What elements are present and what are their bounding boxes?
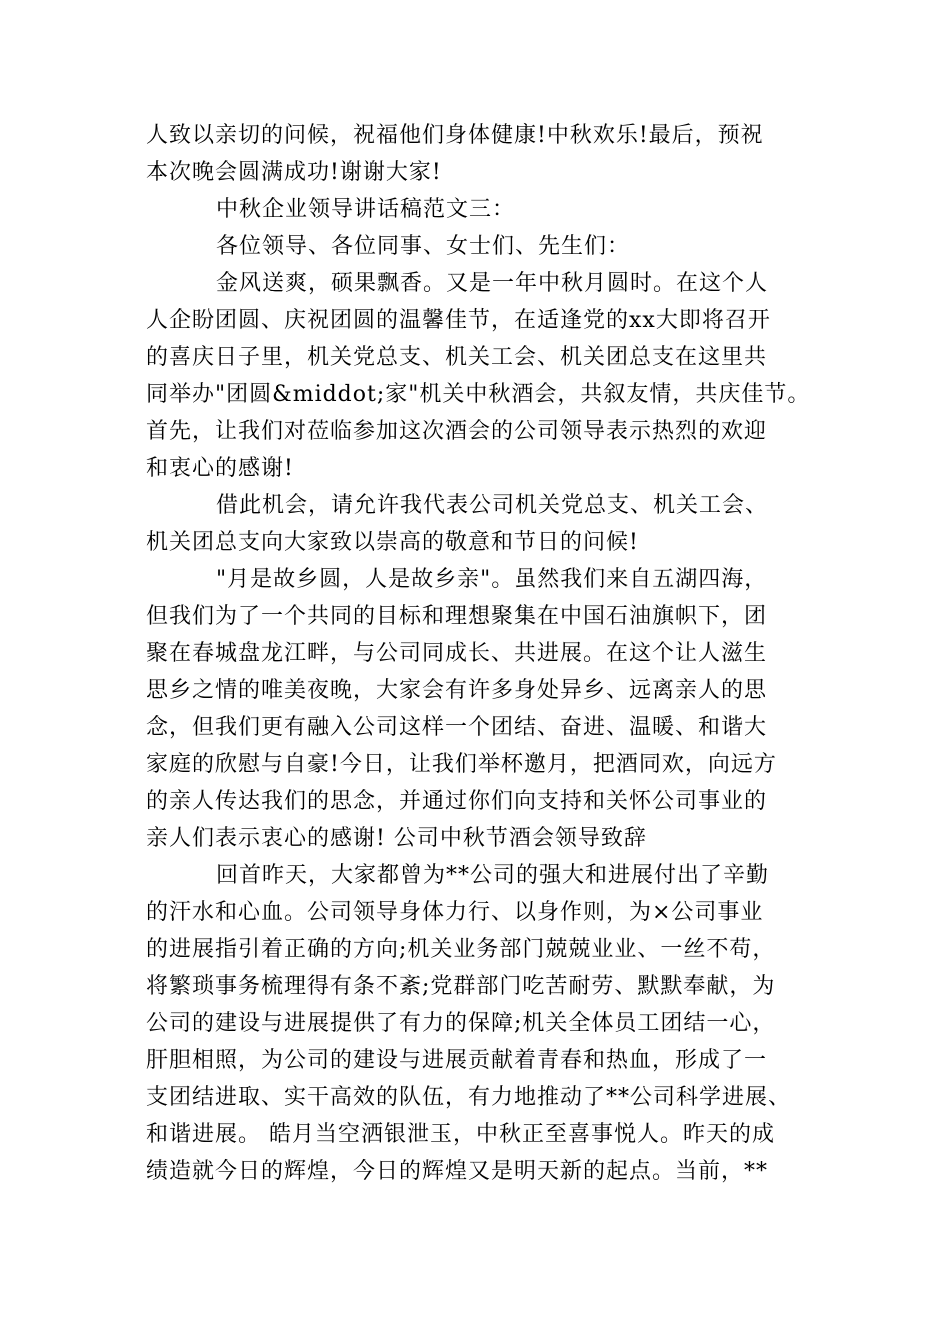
text-line: 公司的建设与进展提供了有力的保障;机关全体员工团结一心， <box>146 1011 776 1036</box>
text-line: 和衷心的感谢! <box>146 456 294 481</box>
text-line: 的亲人传达我们的思念，并通过你们向支持和关怀公司事业的 <box>146 789 768 814</box>
text-line: 支团结进取、实干高效的队伍，有力地推动了**公司科学进展、 <box>146 1085 792 1110</box>
text-line: 本次晚会圆满成功!谢谢大家! <box>146 160 442 185</box>
text-line: 回首昨天，大家都曾为**公司的强大和进展付出了辛勤 <box>216 863 770 888</box>
text-line: 借此机会，请允许我代表公司机关党总支、机关工会、 <box>216 493 769 518</box>
text-line: 思乡之情的唯美夜晚，大家会有许多身处异乡、远离亲人的思 <box>146 678 768 703</box>
salutation: 各位领导、各位同事、女士们、先生们： <box>216 234 631 259</box>
text-line: 亲人们表示衷心的感谢! 公司中秋节酒会领导致辞 <box>146 826 647 851</box>
text-line: "月是故乡圆，人是故乡亲"。虽然我们来自五湖四海， <box>216 567 768 592</box>
text-line: 肝胆相照，为公司的建设与进展贡献着青春和热血，形成了一 <box>146 1048 768 1073</box>
text-line: 人企盼团圆、庆祝团圆的温馨佳节，在适逢党的xx大即将召开 <box>146 308 771 333</box>
text-line: 聚在春城盘龙江畔，与公司同成长、共进展。在这个让人滋生 <box>146 641 768 666</box>
text-line: 的进展指引着正确的方向;机关业务部门兢兢业业、一丝不苟， <box>146 937 776 962</box>
text-line: 机关团总支向大家致以崇高的敬意和节日的问候! <box>146 530 639 555</box>
section-heading: 中秋企业领导讲话稿范文三： <box>216 197 516 222</box>
text-line: 同举办"团圆&middot;家"机关中秋酒会，共叙友情，共庆佳节。 <box>146 382 811 407</box>
text-line: 的喜庆日子里，机关党总支、机关工会、机关团总支在这里共 <box>146 345 768 370</box>
text-line: 绩造就今日的辉煌，今日的辉煌又是明天新的起点。当前，** <box>146 1159 769 1184</box>
text-line: 的汗水和心血。公司领导身体力行、以身作则，为×公司事业 <box>146 900 764 925</box>
text-line: 和谐进展。 皓月当空洒银泄玉，中秋正至喜事悦人。昨天的成 <box>146 1122 775 1147</box>
text-line: 但我们为了一个共同的目标和理想聚集在中国石油旗帜下，团 <box>146 604 768 629</box>
text-line: 将繁琐事务梳理得有条不紊;党群部门吃苦耐劳、默默奉献，为 <box>146 974 776 999</box>
text-line: 人致以亲切的问候，祝福他们身体健康!中秋欢乐!最后，预祝 <box>146 123 764 148</box>
text-line: 念，但我们更有融入公司这样一个团结、奋进、温暖、和谐大 <box>146 715 768 740</box>
text-line: 家庭的欣慰与自豪!今日，让我们举杯邀月，把酒同欢，向远方 <box>146 752 777 777</box>
text-line: 金风送爽，硕果飘香。又是一年中秋月圆时。在这个人 <box>216 271 769 296</box>
text-line: 首先，让我们对莅临参加这次酒会的公司领导表示热烈的欢迎 <box>146 419 768 444</box>
